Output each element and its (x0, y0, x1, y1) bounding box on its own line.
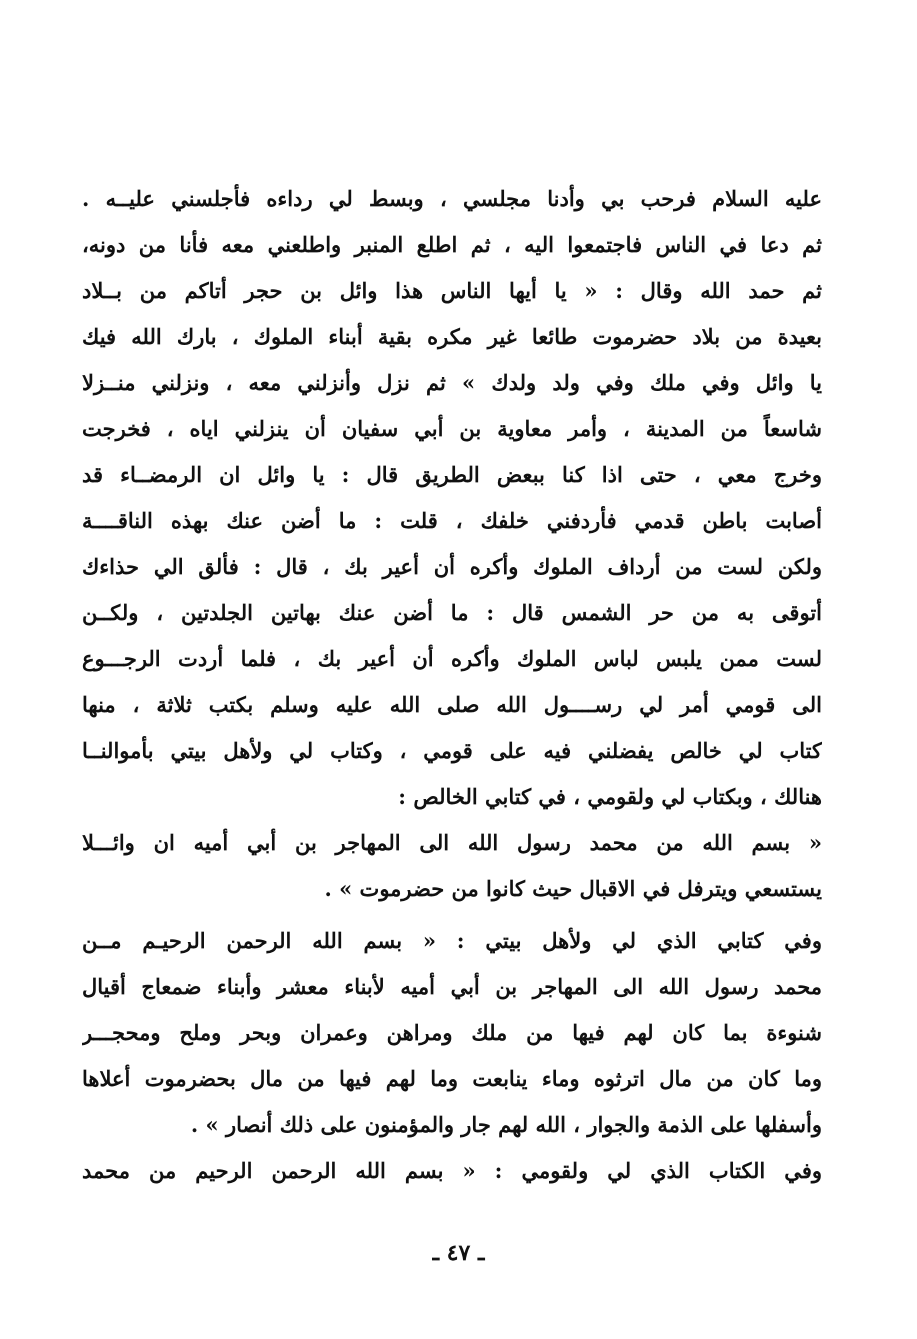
text-line: وأسفلها على الذمة والجوار ، الله لهم جار والمؤمنون على ذلك أنصار » . (190, 1112, 822, 1137)
text-line: كتاب لي خالص يفضلني فيه على قومي ، وكتاب لي ولأهل بيتي بأموالنــا (82, 738, 822, 763)
text-line: وفي كتابي الذي لي ولأهل بيتي : « بسم الله الرحمن الرحيـم مــن (82, 928, 822, 953)
text-line: « بسم الله من محمد رسول الله الى المهاجر بن أبي أميه ان وائـــلا (82, 830, 822, 855)
text-line: أصابت باطن قدمي فأردفني خلفك ، قلت : ما أضن عنك بهذه الناقــــة (82, 508, 822, 533)
text-line: أتوقى به من حر الشمس قال : ما أضن عنك بهاتين الجلدتين ، ولكــن (82, 600, 822, 625)
paragraph-first-letter (82, 820, 822, 912)
text-line: محمد رسول الله الى المهاجر بن أبي أميه لأبناء معشر وأبناء ضمعاج أقيال (82, 974, 822, 999)
text-line: الى قومي أمر لي رســــول الله صلى الله عليه وسلم بكتب ثلاثة ، منها (82, 692, 822, 717)
text-line: لست ممن يلبس لباس الملوك وأكره أن أعير بك ، فلما أردت الرجـــوع (82, 646, 822, 671)
paragraph-third-letter (82, 1148, 822, 1194)
text-line: ثم دعا في الناس فاجتمعوا اليه ، ثم اطلع المنبر واطلعني معه فأنا من دونه، (82, 232, 822, 257)
text-line: يستسعي ويترفل في الاقبال حيث كانوا من حضرموت » . (324, 876, 822, 901)
text-line: وفي الكتاب الذي لي ولقومي : « بسم الله الرحمن الرحيم من محمد (82, 1158, 822, 1183)
text-line: شاسعاً من المدينة ، وأمر معاوية بن أبي سفيان أن ينزلني اياه ، فخرجت (82, 416, 822, 441)
text-line: وما كان من مال اترثوه وماء ينابعت وما لهم فيها من مال بحضرموت أعلاها (82, 1066, 822, 1091)
text-line: يا وائل وفي ملك وفي ولد ولدك » ثم نزل وأنزلني معه ، ونزلني منــزلا (82, 370, 822, 395)
text-line: شنوءة بما كان لهم فيها من ملك ومراهن وعمران وبحر وملح ومحجـــر (82, 1020, 822, 1045)
text-line: وخرج معي ، حتى اذا كنا ببعض الطريق قال : يا وائل ان الرمضــاء قد (82, 462, 822, 487)
text-line: ثم حمد الله وقال : « يا أيها الناس هذا وائل بن حجر أتاكم من بــلاد (82, 278, 822, 303)
page-number: ـ ٤٧ ـ (432, 1240, 485, 1266)
text-line: عليه السلام فرحب بي وأدنا مجلسي ، وبسط لي رداءه فأجلسني عليــه . (82, 186, 822, 211)
text-line: بعيدة من بلاد حضرموت طائعا غير مكره بقية أبناء الملوك ، بارك الله فيك (82, 324, 822, 349)
paragraph-narrative (82, 176, 822, 820)
paragraph-second-letter (82, 918, 822, 1148)
text-line: ولكن لست من أرداف الملوك وأكره أن أعير بك ، قال : فألق الي حذاءك (82, 554, 822, 579)
text-line: هنالك ، وبكتاب لي ولقومي ، في كتابي الخالص : (398, 784, 822, 809)
